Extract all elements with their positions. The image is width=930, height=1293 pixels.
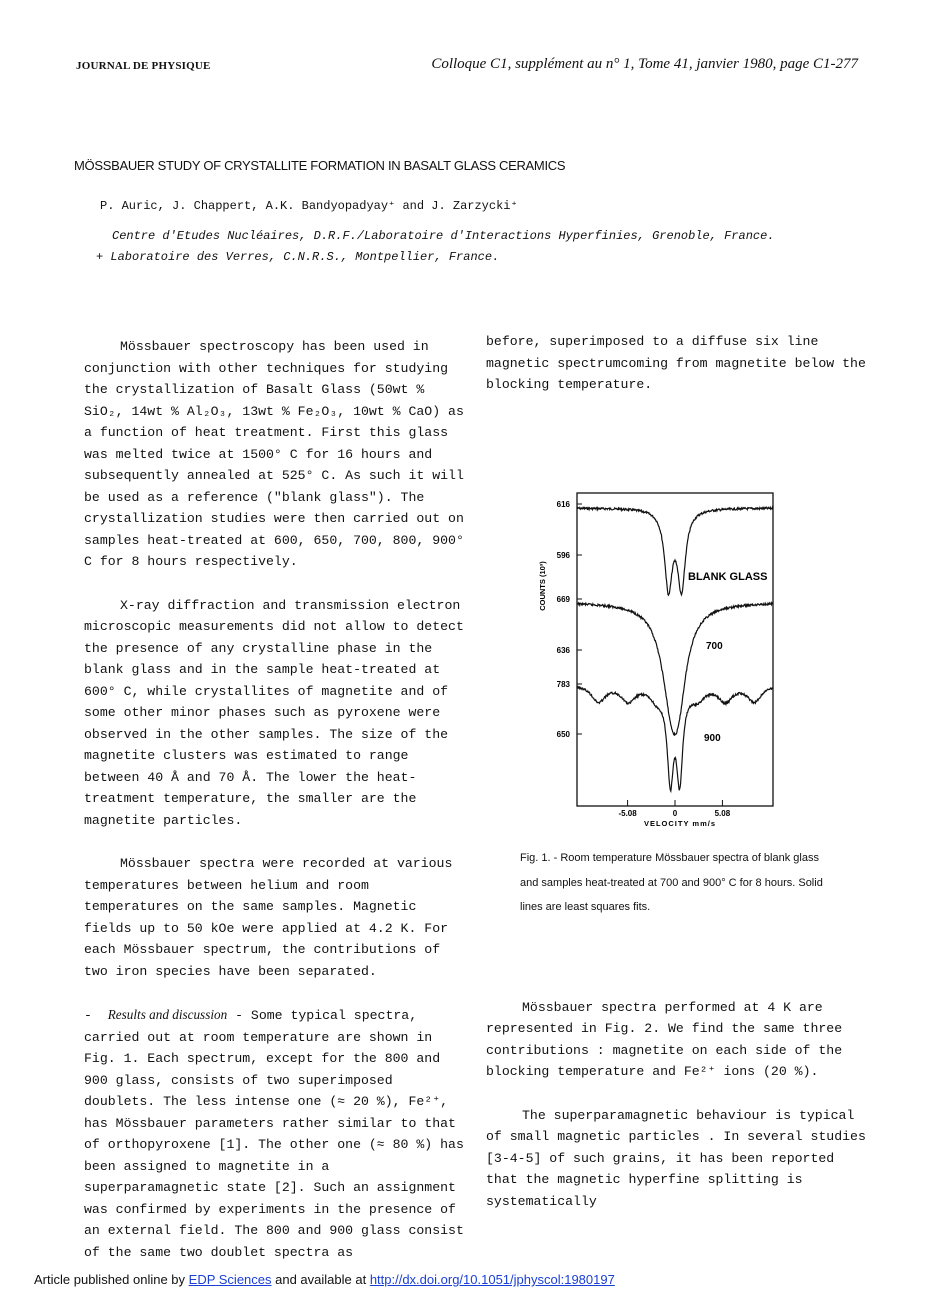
colloque-reference: Colloque C1, supplément au n° 1, Tome 41, janvier 1980, page C1-277 <box>431 56 858 72</box>
figure-caption: Fig. 1. - Room temperature Mössbauer spectra of blank glass and samples heat-treated at 700 and 900° C for 8 hours. Solid lines are least squares fits. <box>520 852 823 913</box>
spectrum-curve <box>577 603 773 735</box>
y-tick-label: 650 <box>556 730 570 739</box>
x-tick-label: 0 <box>672 809 678 818</box>
results-heading: Results and discussion <box>107 1007 228 1022</box>
affiliation-1: Centre d'Etudes Nucléaires, D.R.F./Laboratoire d'Interactions Hyperfinies, Grenoble, France. <box>112 229 775 243</box>
affiliation-2: + Laboratoire des Verres, C.N.R.S., Montpellier, France. <box>96 250 500 264</box>
y-tick-label: 669 <box>556 595 570 604</box>
paragraph-spectra: Mössbauer spectra were recorded at various temperatures between helium and room temperatures on the same samples. Magnetic fields up to 50 kOe were applied at 4.2 K. For each Mössbauer spectrum, the contributions of two iron species have been separated. <box>84 856 453 979</box>
paper-title: MÖSSBAUER STUDY OF CRYSTALLITE FORMATION IN BASALT GLASS CERAMICS <box>74 158 566 173</box>
paragraph-superparamagnetic: The superparamagnetic behaviour is typical of small magnetic particles . In several studies [3-4-5] of such grains, it has been reported that the magnetic hyperfine splitting is systematically <box>486 1107 866 1209</box>
y-tick-label: 636 <box>556 646 570 655</box>
paragraph-continued: before, superimposed to a diffuse six line magnetic spectrumcoming from magnetite below the blocking temperature. <box>486 334 866 392</box>
results-dash: - <box>84 1008 92 1023</box>
y-tick-label: 616 <box>556 500 570 509</box>
x-axis-label: VELOCITY mm/s <box>643 819 717 828</box>
x-tick-label: -5.08 <box>618 809 637 818</box>
spectrum-curve <box>577 687 773 792</box>
y-axis-label: COUNTS (10³) <box>538 561 547 611</box>
series-label: 700 <box>706 641 723 652</box>
mossbauer-spectra-chart <box>530 488 790 833</box>
paragraph-4k: Mössbauer spectra performed at 4 K are represented in Fig. 2. We find the same three contributions : magnetite on each side of the blocking temperature and Fe²⁺ ions (20 %). <box>486 999 843 1079</box>
paragraph-xray: X-ray diffraction and transmission electron microscopic measurements did not allow to detect the presence of any crystalline phase in the blank glass and in the sample heat-treated at 600° C, while crystallites of magnetite and of some other minor phases such as pyroxene were observed in the other samples. The size of the magnetite clusters was estimated to range between 40 Å and 70 Å. The lower the heat-treatment temperature, the smaller are the magnetite particles. <box>84 597 464 828</box>
series-label: BLANK GLASS <box>688 571 768 583</box>
left-column <box>84 336 464 1263</box>
author-list: P. Auric, J. Chappert, A.K. Bandyopadyay⁺ and J. Zarzycki⁺ <box>100 199 518 213</box>
doi-link[interactable]: http://dx.doi.org/10.1051/jphyscol:1980197 <box>369 1272 615 1287</box>
series-label: 900 <box>704 733 721 744</box>
y-tick-label: 783 <box>556 680 570 689</box>
x-tick-label: 5.08 <box>714 809 731 818</box>
footer-middle: and available at <box>271 1272 370 1287</box>
paragraph-results <box>84 1004 464 1263</box>
journal-name: JOURNAL DE PHYSIQUE <box>76 60 211 72</box>
footer <box>34 1272 615 1287</box>
y-tick-label: 596 <box>556 551 570 560</box>
results-text: - Some typical spectra, carried out at room temperature are shown in Fig. 1. Each spectrum, except for the 800 and 900 glass, consists of two superimposed doublets. The less intense one (≈ 20 %), Fe²⁺, has Mössbauer parameters rather similar to that of orthopyroxene [1]. The other one (≈ 80 %) has been assigned to magnetite in a superparamagnetic state [2]. Such an assignment was confirmed by experiments in the presence of an external field. The 800 and 900 glass consist of the same two doublet spectra as <box>84 1008 464 1260</box>
footer-prefix: Article published online by <box>34 1272 189 1287</box>
publisher-link[interactable]: EDP Sciences <box>188 1272 272 1287</box>
paragraph-intro: Mössbauer spectroscopy has been used in conjunction with other techniques for studying the crystallization of Basalt Glass (50wt % SiO₂, 14wt % Al₂O₃, 13wt % Fe₂O₃, 10wt % CaO) as a function of heat treatment. First this glass was melted twice at 1500° C for 16 hours and subsequently annealed at 525° C. As such it will be used as a reference ("blank glass"). The crystallization studies were then carried out on samples heat-treated at 600, 650, 700, 800, 900° C for 8 hours respectively. <box>84 339 464 569</box>
